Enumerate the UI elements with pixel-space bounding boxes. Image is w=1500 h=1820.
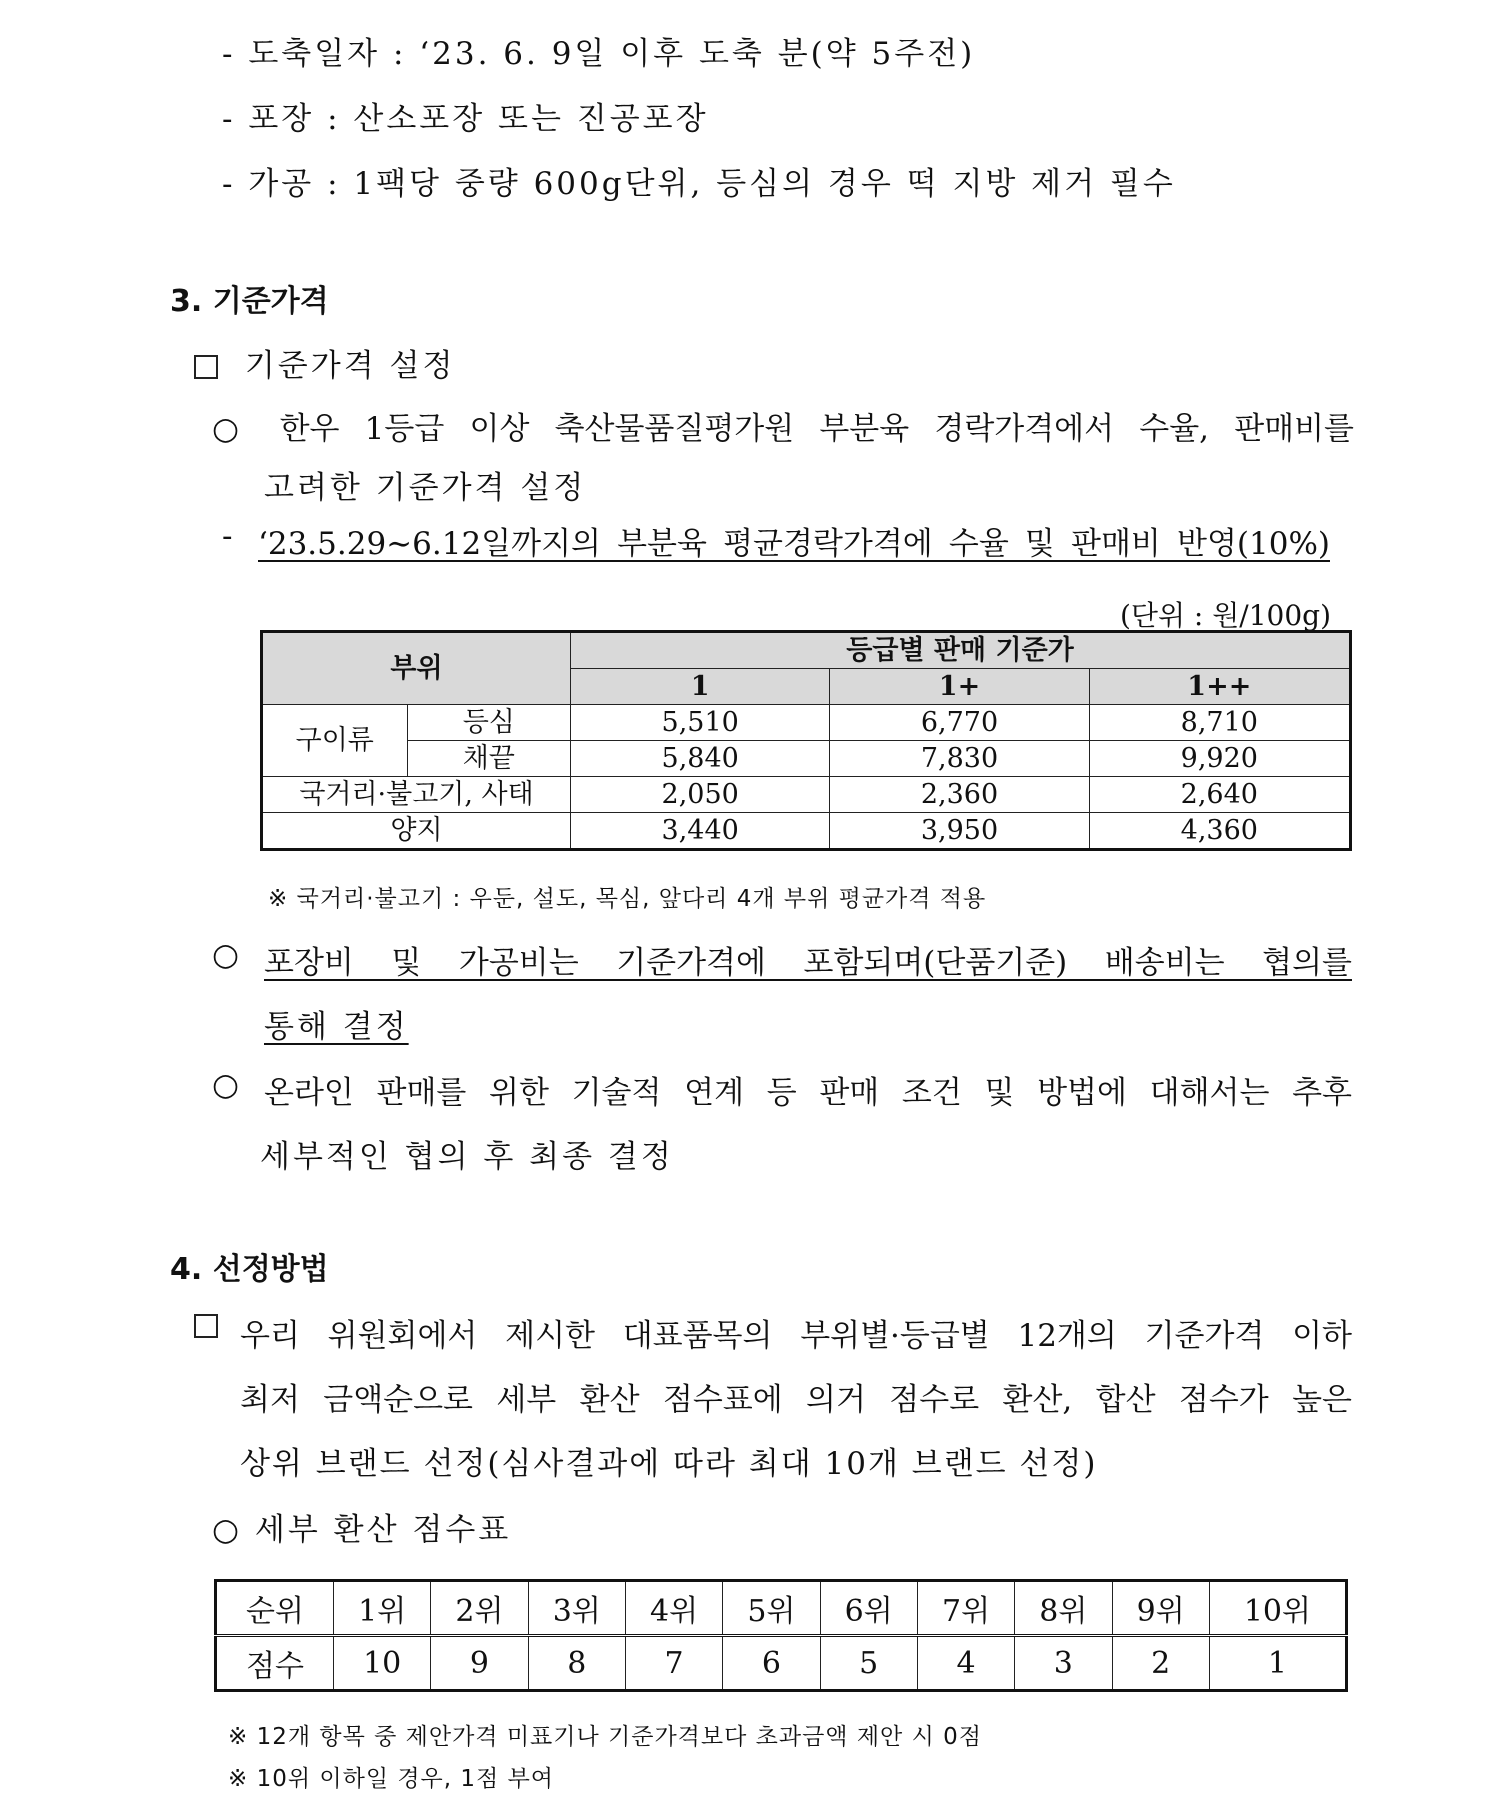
rank-cell: 9위 [1112, 1581, 1209, 1636]
circle-bullet-2: ○ [212, 937, 240, 973]
price-cell: 2,050 [571, 777, 830, 813]
section-4-note-2: ※ 10위 이하일 경우, 1점 부여 [228, 1766, 554, 1792]
packaging-item: - 포장 : 산소포장 또는 진공포장 [222, 101, 709, 137]
score-label: 점수 [216, 1636, 334, 1691]
score-cell: 10 [334, 1636, 431, 1691]
unit-label: (단위 : 원/100g) [1120, 599, 1332, 632]
score-cell: 7 [625, 1636, 722, 1691]
rank-label: 순위 [216, 1581, 334, 1636]
rank-cell: 2위 [431, 1581, 528, 1636]
table-row [262, 813, 1351, 850]
score-cell: 6 [723, 1636, 820, 1691]
price-cell: 8,710 [1089, 705, 1350, 741]
score-cell: 2 [1112, 1636, 1209, 1691]
price-cell: 6,770 [830, 705, 1089, 741]
score-cell: 3 [1015, 1636, 1112, 1691]
section-4-title: 4. 선정방법 [170, 1252, 329, 1287]
section-4-box-icon-wrap [194, 1314, 218, 1339]
section-4-box-line2: 최저 금액순으로 세부 환산 점수표에 의거 점수로 환산, 합산 점수가 높은 [240, 1382, 1352, 1418]
price-cell: 9,920 [1089, 741, 1350, 777]
section-3-circle2-line2: 통해 결정 [264, 1009, 409, 1045]
rank-row [216, 1581, 1347, 1636]
section-3-dash-text: ‘23.5.29∼6.12일까지의 부분육 평균경락가격에 수율 및 판매비 반영(10%) [258, 526, 1330, 562]
section-3-box-label: 기준가격 설정 [244, 348, 456, 384]
section-3-circle1-line1-text: ○ 한우 1등급 이상 축산물품질평가원 부분육 경락가격에서 수율, 판매비를 [212, 411, 1354, 447]
section-4-box-line1: 우리 위원회에서 제시한 대표품목의 부위별·등급별 12개의 기준가격 이하 [240, 1318, 1352, 1354]
group-label-grill: 구이류 [262, 705, 408, 777]
slaughter-date-item: - 도축일자 : ‘23. 6. 9일 이후 도축 분(약 5주전) [222, 36, 976, 72]
price-cell: 3,440 [571, 813, 830, 850]
price-cell: 7,830 [830, 741, 1089, 777]
section-3-circle1-line1 [212, 403, 1354, 448]
score-cell: 1 [1209, 1636, 1346, 1691]
section-3-title: 3. 기준가격 [170, 284, 329, 319]
score-conversion-table [214, 1579, 1348, 1692]
section-3-note: ※ 국거리·불고기 : 우둔, 설도, 목심, 앞다리 4개 부위 평균가격 적용 [268, 886, 987, 912]
rank-cell: 8위 [1015, 1581, 1112, 1636]
section-3-circle3-line2: 세부적인 협의 후 최종 결정 [260, 1139, 674, 1175]
base-price-table [260, 630, 1352, 851]
rank-cell: 10위 [1209, 1581, 1346, 1636]
price-cell: 3,950 [830, 813, 1089, 850]
row-label: 채끝 [407, 741, 570, 777]
rank-cell: 6위 [820, 1581, 917, 1636]
score-cell: 4 [917, 1636, 1014, 1691]
rank-cell: 7위 [917, 1581, 1014, 1636]
circle-bullet-3: ○ [212, 1067, 240, 1103]
section-4-box-line3: 상위 브랜드 선정(심사결과에 따라 최대 10개 브랜드 선정) [240, 1446, 1098, 1482]
rank-cell: 1위 [334, 1581, 431, 1636]
rank-cell: 5위 [723, 1581, 820, 1636]
row-label: 국거리·불고기, 사태 [262, 777, 571, 813]
price-cell: 2,360 [830, 777, 1089, 813]
row-label: 양지 [262, 813, 571, 850]
section-3-box-item [194, 340, 455, 385]
section-3-circle2-line1: 포장비 및 가공비는 기준가격에 포함되며(단품기준) 배송비는 협의를 [264, 945, 1352, 981]
score-row [216, 1636, 1347, 1691]
section-3-circle3-line1: 온라인 판매를 위한 기술적 연계 등 판매 조건 및 방법에 대해서는 추후 [264, 1075, 1352, 1111]
section-3-dash-prefix: - [222, 518, 233, 554]
grade-header-1plusplus: 1++ [1089, 669, 1350, 705]
processing-item: - 가공 : 1팩당 중량 600g단위, 등심의 경우 떡 지방 제거 필수 [222, 166, 1176, 202]
checkbox-square-icon [194, 355, 218, 379]
score-table-label: ○ 세부 환산 점수표 [212, 1512, 512, 1548]
checkbox-square-icon [194, 1314, 218, 1338]
grade-group-header: 등급별 판매 기준가 [571, 632, 1351, 669]
score-cell: 9 [431, 1636, 528, 1691]
rank-cell: 3위 [528, 1581, 625, 1636]
section-4-note-1: ※ 12개 항목 중 제안가격 미표기나 기준가격보다 초과금액 제안 시 0점 [228, 1724, 982, 1750]
rank-cell: 4위 [625, 1581, 722, 1636]
price-cell: 5,510 [571, 705, 830, 741]
row-label: 등심 [407, 705, 570, 741]
price-cell: 2,640 [1089, 777, 1350, 813]
part-header: 부위 [262, 632, 571, 705]
section-3-circle1-line2: 고려한 기준가격 설정 [264, 470, 587, 506]
price-cell: 4,360 [1089, 813, 1350, 850]
table-row [262, 741, 1351, 777]
grade-header-1plus: 1+ [830, 669, 1089, 705]
score-cell: 8 [528, 1636, 625, 1691]
table-row [262, 705, 1351, 741]
grade-header-1: 1 [571, 669, 830, 705]
score-cell: 5 [820, 1636, 917, 1691]
price-cell: 5,840 [571, 741, 830, 777]
table-row [262, 777, 1351, 813]
